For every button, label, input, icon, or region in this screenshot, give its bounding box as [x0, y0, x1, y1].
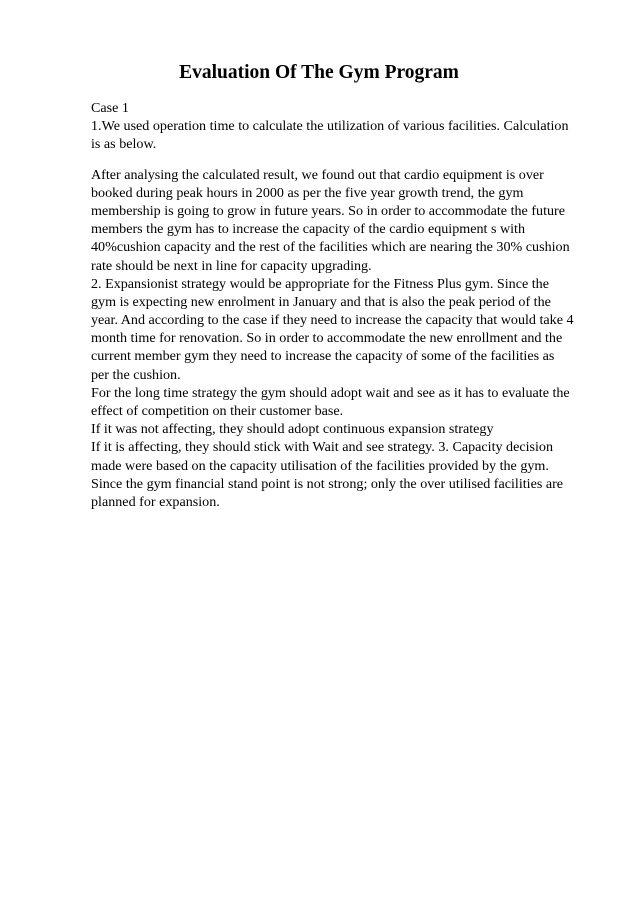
document-title: Evaluation Of The Gym Program	[179, 62, 459, 83]
text-line: After analysing the calculated result, we found out that cardio equipment is over	[91, 166, 544, 183]
text-line: 2. Expansionist strategy would be appropriate for the Fitness Plus gym. Since the	[91, 275, 549, 292]
text-line: gym is expecting new enrolment in January and that is also the peak period of the	[91, 293, 551, 310]
text-line: Case 1	[91, 100, 129, 116]
text-line: membership is going to grow in future years. So in order to accommodate the future	[91, 202, 565, 219]
text-line: 1.We used operation time to calculate the utilization of various facilities. Calculation	[91, 118, 569, 135]
text-line: For the long time strategy the gym should adopt wait and see as it has to evaluate the	[91, 384, 570, 401]
text-line: booked during peak hours in 2000 as per the five year growth trend, the gym	[91, 184, 524, 201]
text-line: If it is affecting, they should stick with Wait and see strategy. 3. Capacity decision	[91, 439, 554, 456]
text-line: per the cushion.	[91, 366, 181, 383]
text-line: Since the gym financial stand point is not strong; only the over utilised facilities are	[91, 475, 564, 492]
text-line: If it was not affecting, they should adopt continuous expansion strategy	[91, 421, 494, 438]
text-line: month time for renovation. So in order to accommodate the new enrollment and the	[91, 330, 563, 347]
text-line: rate should be next in line for capacity upgrading.	[91, 257, 372, 274]
text-line: 40%cushion capacity and the rest of the facilities which are nearing the 30% cushion	[91, 239, 570, 256]
text-line: is as below.	[91, 136, 157, 153]
text-line: members the gym has to increase the capacity of the cardio equipment s with	[91, 221, 526, 238]
paragraph-gap	[91, 154, 596, 166]
text-line: year. And according to the case if they need to increase the capacity that would take 4	[91, 312, 574, 329]
document-body	[91, 99, 596, 511]
text-line: made were based on the capacity utilisation of the facilities provided by the gym.	[91, 457, 549, 474]
text-line: effect of competition on their customer base.	[91, 403, 344, 419]
text-line: planned for expansion.	[91, 493, 220, 510]
text-line: current member gym they need to increase the capacity of some of the facilities as	[91, 348, 555, 365]
